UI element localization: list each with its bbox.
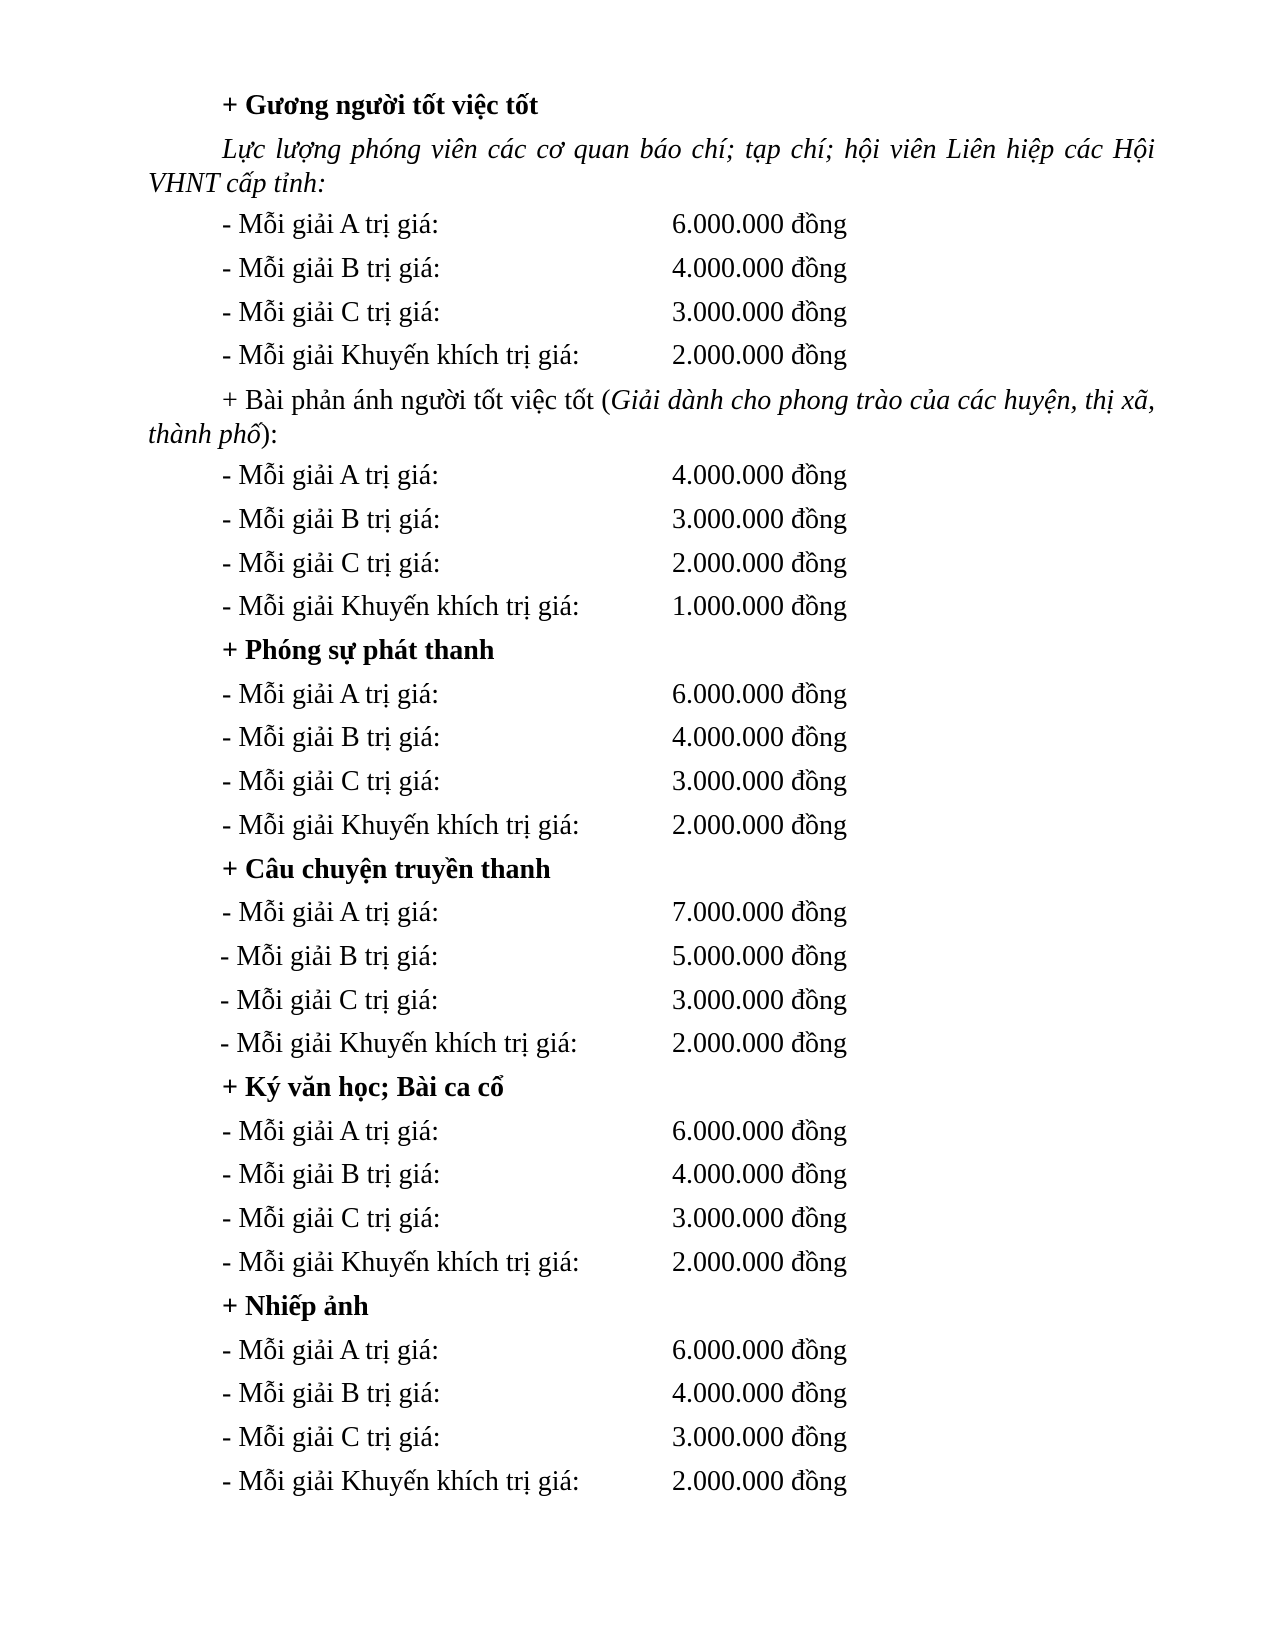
heading-close: ):	[260, 419, 278, 450]
prize-value: 2.000.000 đồng	[672, 1247, 847, 1278]
heading-plain: + Bài phản ánh người tốt việc tốt (	[222, 385, 611, 416]
prize-label: - Mỗi giải C trị giá:	[222, 1203, 441, 1234]
prize-row	[222, 339, 922, 373]
prize-row	[222, 296, 922, 330]
heading-italic: Giải dành cho phong trào của các huyện, thị xã, thành phố	[148, 385, 1155, 450]
prize-row	[222, 809, 922, 843]
intro-text: Lực lượng phóng viên các cơ quan báo chí; tạp chí; hội viên Liên hiệp các Hội VHNT cấp tỉnh:	[148, 134, 1155, 199]
prize-value: 6.000.000 đồng	[672, 1116, 847, 1147]
prize-row	[222, 1115, 922, 1149]
section-heading: + Ký văn học; Bài ca cổ	[222, 1072, 504, 1103]
prize-row	[222, 678, 922, 712]
section-heading: + Câu chuyện truyền thanh	[222, 854, 551, 885]
prize-label: - Mỗi giải Khuyến khích trị giá:	[222, 1466, 580, 1497]
prize-row	[222, 590, 922, 624]
prize-value: 6.000.000 đồng	[672, 1335, 847, 1366]
prize-label: - Mỗi giải Khuyến khích trị giá:	[220, 1028, 578, 1059]
section-heading: + Phóng sự phát thanh	[222, 635, 495, 666]
prize-row	[222, 1465, 922, 1499]
prize-row	[222, 1421, 922, 1455]
prize-value: 3.000.000 đồng	[672, 1422, 847, 1453]
prize-value: 2.000.000 đồng	[672, 1466, 847, 1497]
prize-label: - Mỗi giải A trị giá:	[222, 679, 439, 710]
prize-label: - Mỗi giải Khuyến khích trị giá:	[222, 1247, 580, 1278]
prize-label: - Mỗi giải B trị giá:	[222, 1378, 441, 1409]
prize-row	[222, 1202, 922, 1236]
prize-value: 3.000.000 đồng	[672, 985, 847, 1016]
prize-value: 2.000.000 đồng	[672, 548, 847, 579]
section-intro	[148, 133, 1155, 201]
prize-label: - Mỗi giải C trị giá:	[222, 766, 441, 797]
prize-row	[222, 547, 922, 581]
prize-value: 3.000.000 đồng	[672, 766, 847, 797]
section-heading: + Gương người tốt việc tốt	[222, 90, 539, 121]
prize-row	[222, 1377, 922, 1411]
prize-value: 5.000.000 đồng	[672, 941, 847, 972]
prize-label: - Mỗi giải A trị giá:	[222, 1116, 439, 1147]
prize-label: - Mỗi giải B trị giá:	[220, 941, 439, 972]
prize-row	[222, 252, 922, 286]
prize-row	[222, 1158, 922, 1192]
prize-value: 6.000.000 đồng	[672, 679, 847, 710]
prize-row	[222, 459, 922, 493]
prize-value: 7.000.000 đồng	[672, 897, 847, 928]
prize-label: - Mỗi giải A trị giá:	[222, 209, 439, 240]
prize-label: - Mỗi giải C trị giá:	[222, 1422, 441, 1453]
prize-label: - Mỗi giải Khuyến khích trị giá:	[222, 810, 580, 841]
prize-row	[222, 765, 922, 799]
prize-row	[222, 896, 922, 930]
prize-row	[222, 721, 922, 755]
prize-label: - Mỗi giải B trị giá:	[222, 504, 441, 535]
prize-value: 4.000.000 đồng	[672, 1378, 847, 1409]
prize-label: - Mỗi giải C trị giá:	[220, 985, 439, 1016]
prize-label: - Mỗi giải Khuyến khích trị giá:	[222, 340, 580, 371]
prize-label: - Mỗi giải A trị giá:	[222, 1335, 439, 1366]
prize-row	[222, 940, 922, 974]
section-heading-paragraph	[148, 384, 1155, 452]
prize-value: 4.000.000 đồng	[672, 1159, 847, 1190]
prize-value: 3.000.000 đồng	[672, 504, 847, 535]
prize-value: 4.000.000 đồng	[672, 253, 847, 284]
prize-value: 2.000.000 đồng	[672, 1028, 847, 1059]
prize-row	[222, 1334, 922, 1368]
prize-value: 3.000.000 đồng	[672, 297, 847, 328]
prize-value: 6.000.000 đồng	[672, 209, 847, 240]
prize-value: 2.000.000 đồng	[672, 340, 847, 371]
prize-value: 4.000.000 đồng	[672, 722, 847, 753]
prize-label: - Mỗi giải Khuyến khích trị giá:	[222, 591, 580, 622]
prize-label: - Mỗi giải C trị giá:	[222, 297, 441, 328]
prize-label: - Mỗi giải B trị giá:	[222, 253, 441, 284]
prize-row	[222, 1027, 922, 1061]
prize-label: - Mỗi giải A trị giá:	[222, 897, 439, 928]
prize-label: - Mỗi giải A trị giá:	[222, 460, 439, 491]
prize-label: - Mỗi giải B trị giá:	[222, 1159, 441, 1190]
prize-value: 1.000.000 đồng	[672, 591, 847, 622]
prize-row	[222, 984, 922, 1018]
prize-row	[222, 503, 922, 537]
prize-row	[222, 208, 922, 242]
prize-label: - Mỗi giải B trị giá:	[222, 722, 441, 753]
prize-label: - Mỗi giải C trị giá:	[222, 548, 441, 579]
section-heading: + Nhiếp ảnh	[222, 1291, 369, 1322]
prize-row	[222, 1246, 922, 1280]
prize-value: 3.000.000 đồng	[672, 1203, 847, 1234]
prize-value: 2.000.000 đồng	[672, 810, 847, 841]
prize-value: 4.000.000 đồng	[672, 460, 847, 491]
